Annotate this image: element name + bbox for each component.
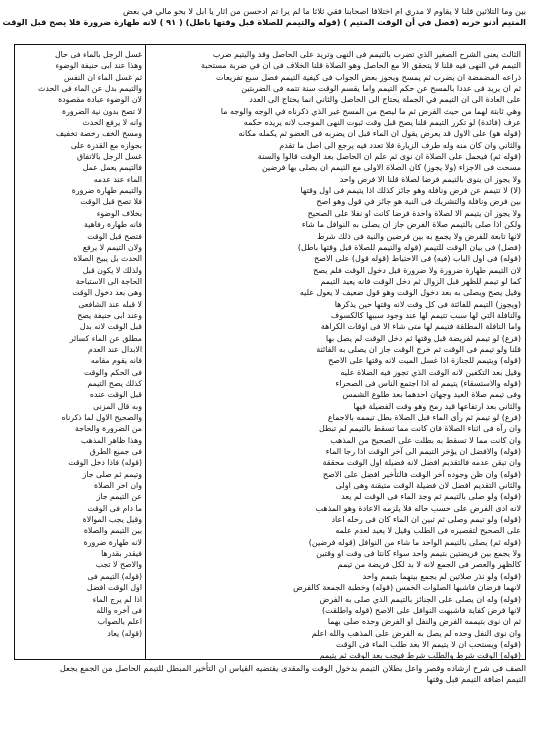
gloss-line: مطلق عن الماء كسائر xyxy=(69,333,142,343)
gloss-line: (قوله) فاذا دخل الوقت xyxy=(68,458,142,468)
gloss-line: الابدال عند العدم xyxy=(88,344,142,354)
gloss-line: الماء عند عدمه xyxy=(93,174,142,184)
header-line: بين وما التلاثين قلنا لا يقاوم لا مدري ام اختلافا اصحابنا فقي ثلاثا ما لم يرا تم ادحسن من اثار يا ابل لا بحو مالي في بعض xyxy=(123,6,526,16)
gloss-line: غسل الرجل بالاتفاق xyxy=(77,152,142,162)
commentary-line: لانهما فرضان فاشبها الصلوات الخمس (قوله) وخطبة الجمعة كالفرض xyxy=(293,583,521,593)
commentary-line: لانه ادى الفرض على حسب حاله فلا يلزمه الاعادة وهو المذهب xyxy=(315,503,521,513)
commentary-line: واما النافلة المطلقة فتيمم لها متى شاء الا فى اوقات الكراهة xyxy=(320,322,521,332)
gloss-line: (قوله) يعاد xyxy=(107,628,142,638)
commentary-line: وان نوى النفل وحده لم يصل به الفرض على المذهب والله اعلم xyxy=(311,628,521,638)
commentary-line: (قوله) وان ظن وجوده آخر الوقت فالتأخير افضل على الاصح xyxy=(322,469,521,479)
commentary-line: والثاني بعد ارتفاعها قيد رمح وهو وقت الفضيلة فيها xyxy=(353,401,521,411)
commentary-line: كما لو تيمم للظهر قبل الزوال ثم دخل الوقت فانه يعيد التيمم xyxy=(320,276,521,286)
gloss-line: وقيل يجب الموالاة xyxy=(82,515,142,525)
commentary-line: ذراعه المضمضة ان يضرب ثم يمسح ويحوز بعض الجواب فى كيفية التيمم فصل سبع تفريعات xyxy=(216,72,521,82)
gloss-line: فانه طهارة رفاهية xyxy=(84,220,142,230)
commentary-line: وفى تيمم صلاة العيد وجهان احدهما بعد طلوع الشمس xyxy=(342,390,521,400)
gloss-line: وبه قال المزنى xyxy=(93,401,142,411)
commentary-line: عرف (فائدة) لو تكرر التيمم قلنا يصح قبل وقت ثبوت النهى الموجب لانه يريده حكمه xyxy=(243,118,521,128)
commentary-line: التيمم في النهى فيه قلنا لا يتحقق الا مع الحاصل وهو الصلاة قلنا الخلاف فى ان في ضربة مستحبة xyxy=(200,61,521,71)
commentary-line: (فصل) فى بيان الوقت للتيمم (قوله والتيمم للصلاة قبل وقتها باطل) xyxy=(297,242,521,252)
gloss-line: من الضرورة والحاجة xyxy=(74,424,142,434)
commentary-line: مسحت فى الاجزاء (ولا يجوز) كان الصلاة الاولى مع التيمم ان يصلى بها فرضين xyxy=(261,163,521,173)
gloss-line: اول الوقت افضل xyxy=(86,583,142,593)
commentary-line: بين فرض ونافلة والتشريك فى النية هو جائز في قول وهو اصح xyxy=(316,197,521,207)
gloss-line: وان اخر الصلاة xyxy=(94,481,142,491)
gloss-line: فيقدر بقدرها xyxy=(101,549,142,559)
gloss-line: ولان التيمم لا يرفع xyxy=(82,242,142,252)
gloss-line: الحدث بل يبيح الصلاة xyxy=(73,254,142,264)
footer-line: الصف فى شرح ارشاده وقصر واعل بطلان التيمم بدخول الوقت والمقدى يقتضيه القياس ان التأخير المبطل للتيمم الحاصل من الجمع بجعل xyxy=(59,663,526,673)
commentary-line: (لا) لا تتيمم عن فرض ونافلة وهو جائز كذلك اذا يتيمم فى اول وقتها xyxy=(300,186,521,196)
commentary-line: على العادة الى ان التيمم في الجملة يحتاج الى الحاصل والثاني انما يحتاج الى العدد xyxy=(249,95,521,105)
gloss-line: قبل الوقت عنده xyxy=(89,390,142,400)
commentary-line: لان التيمم طهارة ضرورة ولا ضرورة قبل دخول الوقت فلم يصح xyxy=(313,265,521,275)
commentary-line: قلنا ولو تيمم فى الوقت ثم خرج الوقت جاز ان يصلى به الفائتة xyxy=(316,344,521,354)
gloss-line: بين التيمم والصلاة xyxy=(83,526,142,536)
gloss-line: والصحيح الاول لما ذكرناه xyxy=(61,413,142,422)
gloss-line: اذا لم يرج الماء xyxy=(92,594,142,604)
gloss-line: ومسح الخف رخصة تخفيف xyxy=(55,129,142,139)
gloss-line: (قوله) التيمم فى xyxy=(87,571,142,581)
commentary-line: لانها تابعة للفرض ولا يجمع به بين فرضين والنية فى ذلك شرط xyxy=(316,231,521,241)
commentary-line: وهي ثابتة لهما من حيث الفرض ثم ما ليصح من المسح غير الذي ذكرناه في الوجه والوجه ما xyxy=(220,106,521,116)
gloss-line: ثم غسل الماء ان النفس xyxy=(64,72,142,82)
gloss-line: فى جميع الطرق xyxy=(89,447,142,457)
gloss-line: والتيمم طهارة ضرورة xyxy=(71,186,142,196)
gloss-line: والتيمم بدل عن الماء فى الحدث xyxy=(38,84,142,94)
gloss-line: غسل الرجل بالماء فى حال xyxy=(55,50,142,59)
commentary-line: (قوله) ولو نذر صلاتين لم يجمع بينهما بتيمم واحد xyxy=(362,571,521,581)
gloss-line: ما دام فى الوقت xyxy=(87,503,142,513)
commentary-line: (قوله والاستسقاء) يتيمم له اذا اجتمع الناس فى الصحراء xyxy=(335,378,521,388)
gloss-line: لا قبله عند الشافعى xyxy=(78,299,142,309)
gloss-line: وتيمم ثم صلى جاز xyxy=(82,469,142,479)
commentary-line: (قوله ثم) فيحمل على الصلاة ان نوى ثم علم ان الحاصل بعد الوقت قالوا والسنة xyxy=(257,152,521,162)
commentary-line: وان رآه فى اثناء الصلاة فان كانت مما تسقط بالتيمم لم تبطل xyxy=(318,424,521,434)
footer-text xyxy=(24,663,526,685)
gloss-line: بخلاف الوضوء xyxy=(96,208,142,218)
gloss-line: وعند ابى حنيفة يصح xyxy=(77,310,142,320)
commentary-line: على الصحيح لتقصيره فى الطلب وقيل لا يعيد لعدم علمه xyxy=(335,526,521,536)
gloss-line: وهذا عند ابى حنيفة الوضوء xyxy=(55,61,142,71)
gloss-line: اعلم بالصواب xyxy=(97,617,142,627)
commentary-line: (قوله هو) على الاول قد يعرض يقول ان الماء قبل ان يضربه فى العضو ثم يكمله مكانه xyxy=(238,129,521,139)
page-frame xyxy=(14,44,526,660)
gloss-line: فى آخره والله xyxy=(96,605,142,615)
commentary-line: وان تيقن عدمه فالتقديم افضل لانه فضيلة اول الوقت محققة xyxy=(322,458,521,468)
commentary-line: (فرع) لو تيمم لفريضة قبل وقتها ثم دخل الوقت لم يصل بها xyxy=(325,333,521,343)
commentary-line: (فرع) لو تيمم ثم رأى الماء قبل الصلاة بطل تيممه بالاجماع xyxy=(327,413,521,422)
commentary-line: لانها فرض كفاية فاشبهت النوافل على الاصح (قوله واطلقت) xyxy=(322,605,521,615)
gloss-line: فلا تصح قبل الوقت xyxy=(80,197,142,207)
commentary-line: وقيل بعد التكفين لانه الوقت الذي تجوز فيه الصلاة عليه xyxy=(340,367,521,377)
footer-line: التيمم اضافة التيمم قبل وقتها xyxy=(426,674,526,685)
commentary-line: والثاني وان كان منه وله طرف الزيارة فلا تعدد فيه يرجع الى اصل ما تقدم xyxy=(279,140,521,150)
commentary-line: (قوله) الوقت شرط والطلب شرط فيجب بعد الوقت ثم يتيمم xyxy=(319,651,521,661)
commentary-line: ولا يجوز ان ينوى بالتيمم فرضا لصلاة قلنا الا فرض واحد xyxy=(339,174,521,184)
gloss-line: فالتيمم يعمل عمل xyxy=(82,163,142,173)
commentary-line: ولكن اذا صلى بالتيمم صلاة الفرض جاز ان يصلى به النوافل ما شاء xyxy=(301,220,521,230)
gloss-line: فى الحكم والوقت xyxy=(84,367,142,377)
commentary-line: (قوله) ولو صلى بالتيمم ثم وجد الماء فى الوقت لم يعد xyxy=(341,492,521,502)
gloss-line: عن التيمم جاز xyxy=(96,492,142,502)
commentary-line: ولا يجوز ان يتيمم الا لصلاة واحدة فرضا كانت او نفلا على الصحيح xyxy=(307,208,521,218)
commentary-line: (قوله) ويستحب ان لا يتيمم الا بعد طلب الماء فى الوقت xyxy=(335,639,521,649)
commentary-line: الثالث يعنى الشرح الصغير الذي تضرب بالتيمم فى النهى وتريد على الحاصل وقد واليتيم ضرب xyxy=(212,50,521,59)
gloss-line: قبل الوقت لانه بدل xyxy=(79,322,142,332)
commentary-line: وان كانت مما لا تسقط به بطلت على الصحيح من المذهب xyxy=(330,435,521,445)
commentary-line: (قوله ثم) يصلى بالتيمم الواحد ما شاء من النوافل (قوله فرضين) xyxy=(308,537,521,547)
gloss-line: لا تصح بدون نية الضرورة xyxy=(61,106,142,116)
gloss-line: لانه طهارة ضرورة xyxy=(83,537,142,547)
gloss-line: لان الوضوء عبادة مقصودة xyxy=(58,95,142,105)
commentary-line: (ويجوز) التيمم للفائتة فى كل وقت لانه وقتها حين يذكرها xyxy=(334,299,521,309)
commentary-line: (قوله) والافضل ان يؤخر التيمم الى آخر الوقت اذا رجا الماء xyxy=(325,447,521,457)
margin-gloss-column xyxy=(18,49,142,657)
commentary-line: (قوله) وله ان يصلى على الجنائز بالتيمم الذي صلى به الفرض xyxy=(319,594,521,604)
commentary-line: والنافلة التي لها سبب تتيمم لها عند وجود سببها كالكسوف xyxy=(330,310,521,320)
gloss-line: الحاجة الى الاستباحة xyxy=(75,276,142,286)
gloss-line: كذلك يصح التيمم xyxy=(87,378,142,388)
running-header xyxy=(2,6,526,29)
commentary-line: والثاني التقديم افضل لان فضيلة الوقت متيقنة وهى اولى xyxy=(335,481,521,491)
main-commentary-column xyxy=(149,49,521,661)
commentary-line: وقيل يصح ويصلى به بعد دخول الوقت وهو قول ضعيف لا يعول عليه xyxy=(299,288,521,298)
gloss-line: وهذا ظاهر المذهب xyxy=(81,435,142,445)
commentary-line: (قوله) ولو تيمم وصلى ثم تبين ان الماء كان فى رحله اعاد xyxy=(331,515,521,525)
commentary-line: كالظهر والعصر فى الجمع لانه لا بد لكل فريضة من تيمم xyxy=(337,560,521,570)
commentary-line: (قوله) ويتيمم للجنازة اذا غسل الميت لانه وقتها على الاصح xyxy=(328,356,521,366)
gloss-line: وانه لا يرفع الحدث xyxy=(82,118,142,128)
column-divider xyxy=(145,45,146,659)
commentary-line: ولا يجمع بين فريضتين بتيمم واحد سواء كانتا فى وقت او وقتين xyxy=(316,549,521,559)
commentary-line: ثم ان يريد فى عددا بالمسح عن حكم التيمم واما يقسم الوقت سنة تتمه فى الضربتين xyxy=(241,84,521,94)
commentary-line: (قوله) فى اول الباب (فيه) فى الاحتياط (قوله قول) على الاصح xyxy=(314,254,521,264)
gloss-line: فانه يقوم مقامه xyxy=(90,356,142,366)
gloss-line: وهى بعد دخول الوقت xyxy=(72,288,142,298)
gloss-line: فتصح قبل الوقت xyxy=(87,231,142,241)
gloss-line: بجوازه مع القدرة على xyxy=(70,140,142,150)
gloss-line: ولذلك لا يكون قبل xyxy=(82,265,142,275)
header-line: المتيم أدنو حربه (فصل في أن الوقت المتيم ) (قوله والتيمم للصلاة قبل وقتها باطل) ( ٩١ ) لانه طهارة ضرورة فلا يصح قبل الوقت xyxy=(2,17,526,28)
gloss-line: والاصح لا تجب xyxy=(95,560,142,570)
commentary-line: ثم ان نوى بتيممه الفرض والنفل او الفرض وحده صلى بهما xyxy=(327,617,521,627)
